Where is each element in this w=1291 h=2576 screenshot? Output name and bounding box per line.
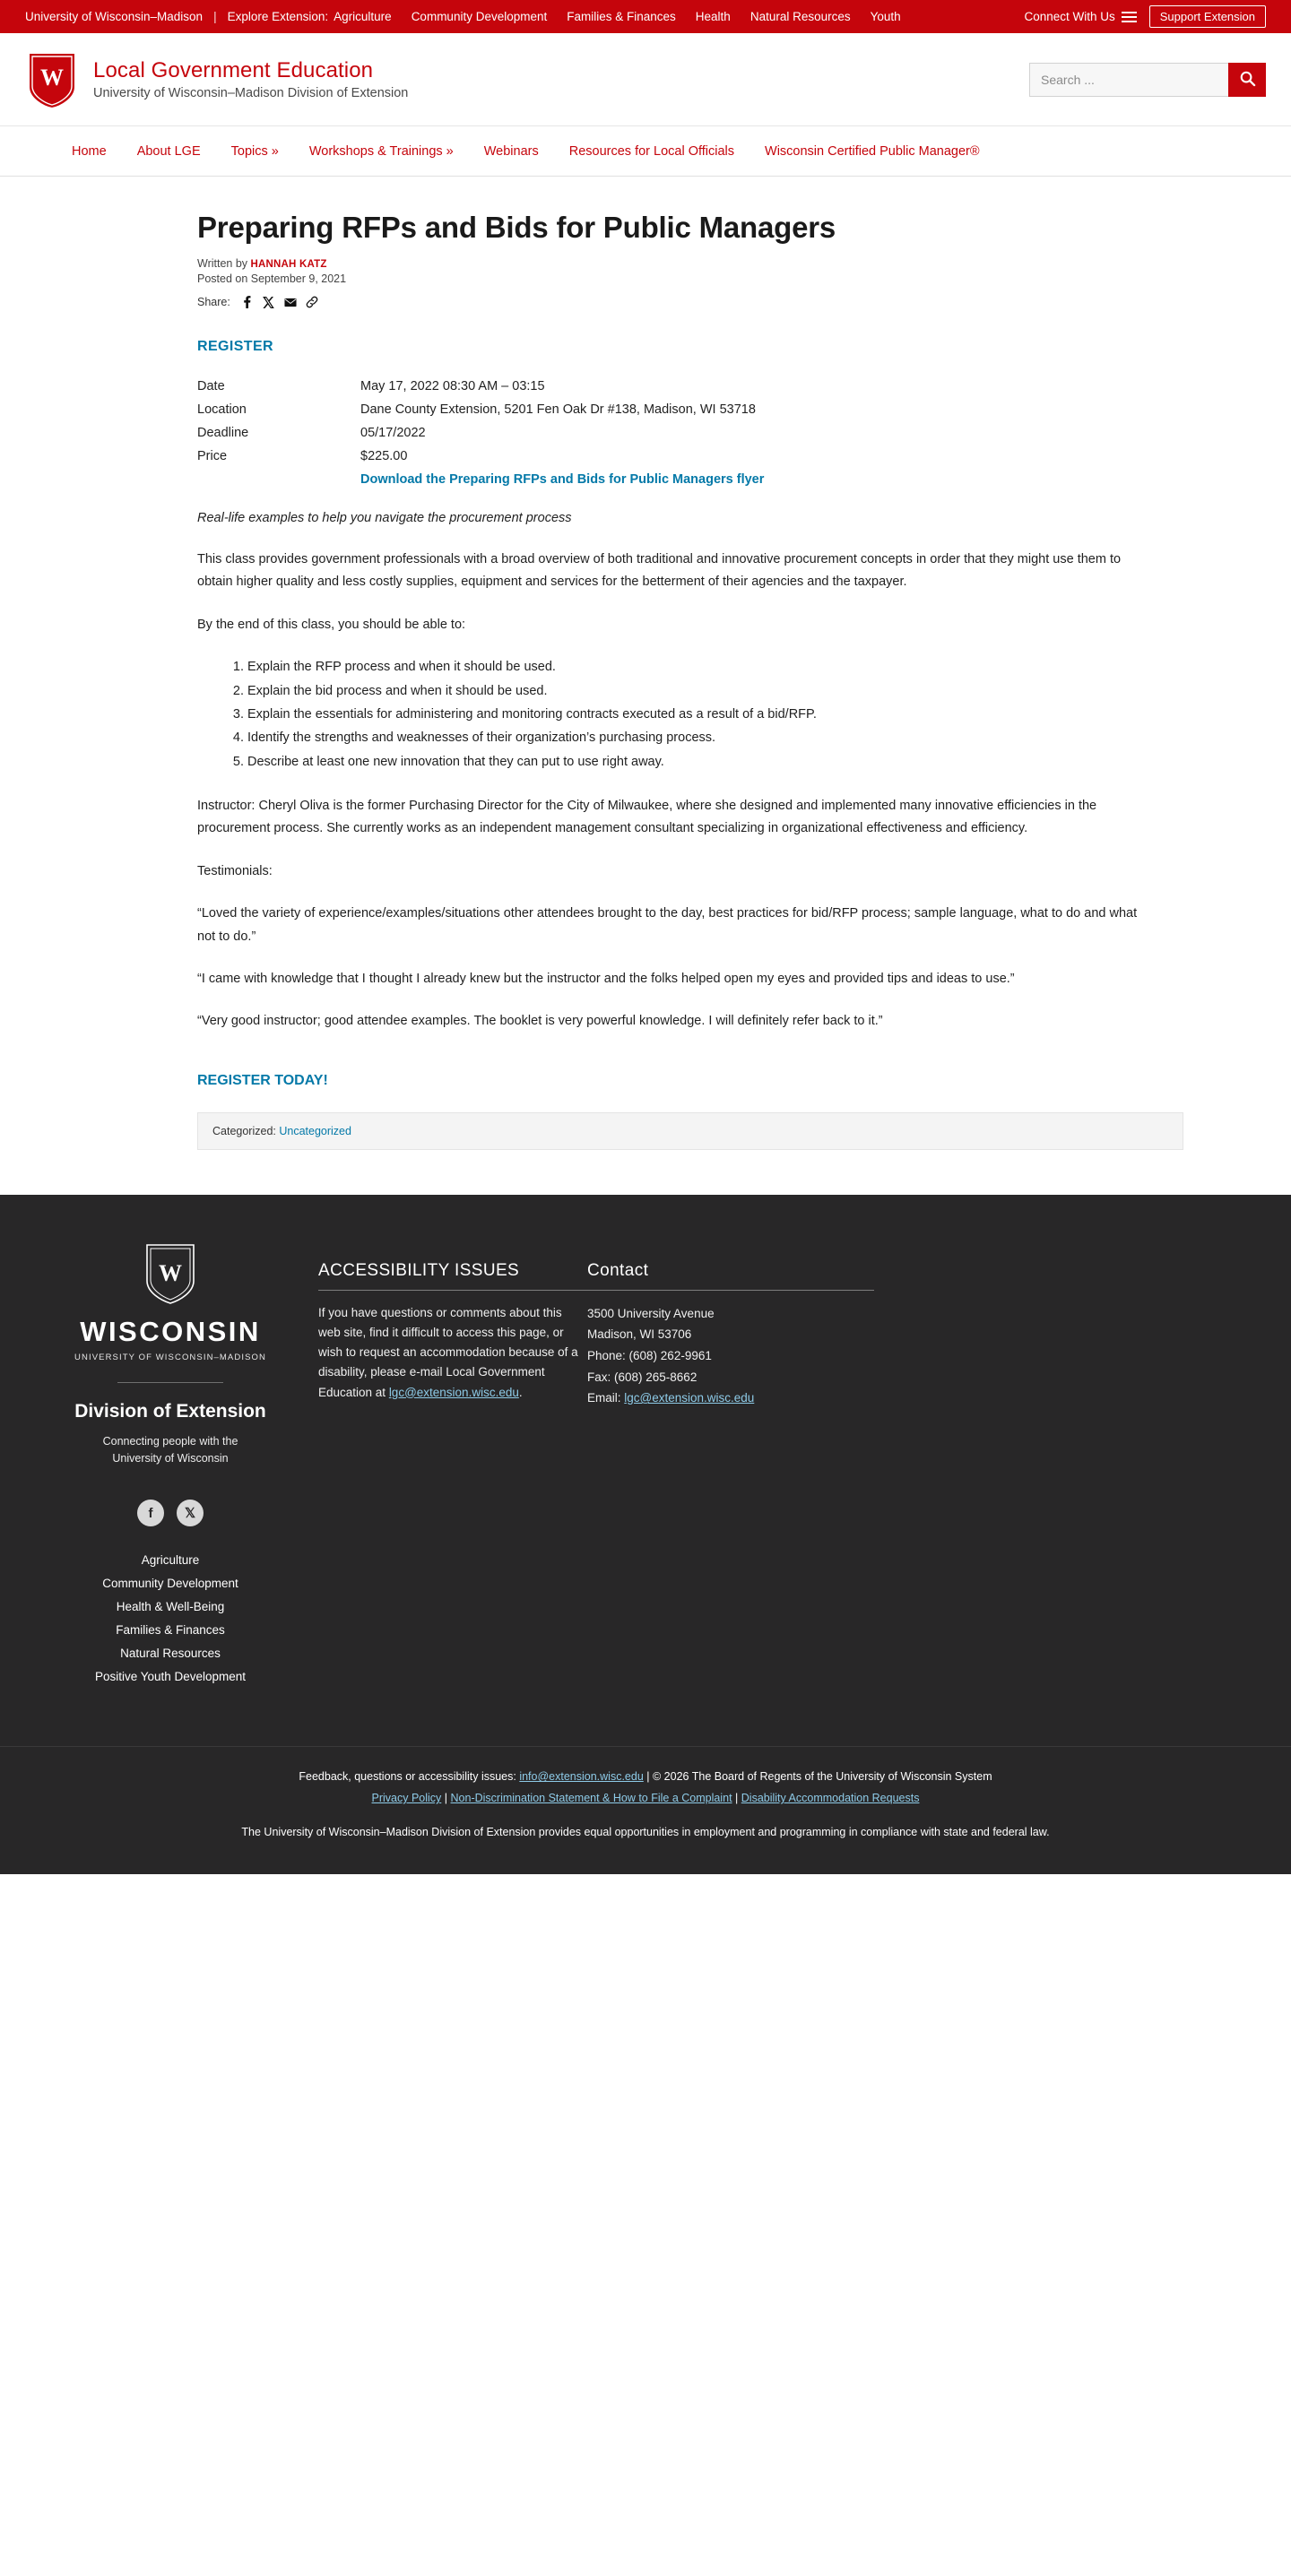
accessibility-divider — [318, 1290, 587, 1291]
brand-subtitle: University of Wisconsin–Madison Division of Extension — [93, 86, 409, 101]
event-details-table — [197, 375, 764, 491]
nav-item-topics[interactable]: Topics » — [230, 143, 279, 159]
copyright-text: | © 2026 The Board of Regents of the University of Wisconsin System — [646, 1770, 992, 1784]
facebook-icon[interactable]: f — [137, 1500, 164, 1526]
footer-link-families-finances[interactable]: Families & Finances — [116, 1623, 225, 1638]
site-footer — [0, 1195, 1291, 1874]
x-twitter-icon[interactable]: 𝕏 — [177, 1500, 204, 1526]
article-paragraph-2: By the end of this class, you should be able to: — [197, 617, 466, 632]
detail-value-price: $225.00 — [360, 449, 408, 463]
share-row — [197, 296, 1139, 308]
policy-separator-1: | — [444, 1792, 448, 1805]
categorized-label: Categorized: — [212, 1124, 276, 1137]
detail-value-deadline: 05/17/2022 — [360, 426, 426, 440]
share-label: Share: — [197, 296, 230, 308]
contact-divider — [587, 1290, 874, 1291]
byline — [197, 257, 1139, 270]
nav-item-webinars[interactable]: Webinars — [483, 143, 539, 159]
nav-item-workshops-trainings[interactable]: Workshops & Trainings » — [308, 143, 454, 159]
list-item: 5. Describe at least one new innovation that they can put to use right away. — [247, 751, 1139, 774]
footer-link-natural-resources[interactable]: Natural Resources — [120, 1647, 221, 1661]
footer-feedback-row — [0, 1767, 1291, 1788]
feedback-email-link[interactable]: info@extension.wisc.edu — [519, 1770, 644, 1784]
posted-date: Posted on September 9, 2021 — [197, 272, 347, 285]
uw-madison-link[interactable]: University of Wisconsin–Madison — [25, 10, 204, 23]
learning-outcomes-list — [197, 656, 1139, 774]
footer-link-community-development[interactable]: Community Development — [102, 1577, 238, 1591]
accessibility-email-link[interactable]: lgc@extension.wisc.edu — [388, 1385, 519, 1399]
footer-link-positive-youth-development[interactable]: Positive Youth Development — [94, 1670, 247, 1684]
search-icon — [1239, 70, 1256, 90]
article-tagline: Real-life examples to help you navigate the procurement process — [197, 511, 572, 525]
footer-tagline — [22, 1433, 318, 1468]
footer-link-health-well-being[interactable]: Health & Well-Being — [116, 1600, 225, 1614]
disability-accommodation-link[interactable]: Disability Accommodation Requests — [741, 1792, 920, 1805]
privacy-policy-link[interactable]: Privacy Policy — [371, 1792, 442, 1805]
connect-with-us-label: Connect With Us — [1024, 10, 1115, 23]
explore-link-health[interactable]: Health — [695, 10, 731, 23]
table-row — [197, 445, 764, 468]
email-icon[interactable] — [284, 298, 297, 307]
accessibility-text-part1: If you have questions or comments about this web site, find it difficult to access this page, or wish to request an accommodation because of a disability, please e-mail Local Government Education at — [318, 1305, 578, 1399]
contact-phone: Phone: (608) 262-9961 — [587, 1348, 712, 1362]
explore-extension-label: Explore Extension: — [227, 10, 329, 23]
contact-email-label: Email: — [587, 1391, 625, 1405]
utility-divider: | — [213, 10, 217, 23]
contact-heading: Contact — [587, 1260, 649, 1280]
connect-with-us-button[interactable] — [1024, 10, 1136, 23]
accessibility-heading: ACCESSIBILITY ISSUES — [318, 1260, 520, 1280]
link-icon[interactable] — [306, 296, 318, 308]
social-links — [22, 1500, 318, 1526]
register-link[interactable]: REGISTER — [197, 339, 273, 354]
wisconsin-wordmark: WISCONSIN — [80, 1315, 261, 1347]
article-content — [0, 177, 1291, 1195]
brand-block — [93, 58, 408, 101]
article-paragraph-1: This class provides government professionals with a broad overview of both traditional and innovative procurement concepts in order that they might use them to obtain higher quality and less costly supplies, equipment and services for the betterment of their agencies and the taxpayer. — [197, 552, 1122, 590]
non-discrimination-link[interactable]: Non-Discrimination Statement & How to File a Complaint — [450, 1792, 732, 1805]
category-link-uncategorized[interactable]: Uncategorized — [279, 1124, 351, 1137]
site-header — [0, 33, 1291, 126]
feedback-label: Feedback, questions or accessibility issues: — [299, 1770, 520, 1784]
contact-fax: Fax: (608) 265-8662 — [587, 1370, 697, 1384]
x-twitter-icon[interactable] — [263, 297, 275, 308]
utility-bar — [0, 0, 1291, 33]
support-extension-button[interactable]: Support Extension — [1149, 5, 1266, 28]
search-button[interactable] — [1228, 63, 1266, 97]
page-title: Preparing RFPs and Bids for Public Managers — [197, 211, 836, 244]
table-row — [197, 375, 764, 398]
uw-crest-logo[interactable] — [25, 51, 79, 108]
categorized-box — [197, 1112, 1183, 1150]
detail-key-price: Price — [197, 449, 228, 463]
testimonial-1: “Loved the variety of experience/examples/situations other attendees brought to the day, best practices for bid/RFP process; sample language, what to do and what not to do.” — [197, 906, 1138, 944]
explore-link-youth[interactable]: Youth — [870, 10, 901, 23]
search-form — [1029, 63, 1266, 97]
testimonial-3: “Very good instructor; good attendee examples. The booklet is very powerful knowledge. I will definitely refer back to it.” — [197, 1014, 883, 1029]
detail-key-empty — [197, 468, 360, 491]
table-row — [197, 398, 764, 421]
list-item: 2. Explain the bid process and when it should be used. — [247, 680, 1139, 703]
main-navigation — [0, 126, 1291, 177]
footer-policy-links — [0, 1788, 1291, 1810]
contact-address-line-1: 3500 University Avenue — [587, 1306, 715, 1320]
footer-topic-links — [22, 1553, 318, 1683]
explore-link-agriculture[interactable]: Agriculture — [334, 10, 392, 23]
detail-key-date: Date — [197, 379, 225, 393]
policy-separator-2: | — [735, 1792, 739, 1805]
written-by-label: Written by — [197, 257, 248, 270]
flyer-download-link[interactable]: Download the Preparing RFPs and Bids for Public Managers flyer — [360, 472, 765, 487]
accessibility-text — [318, 1303, 587, 1403]
detail-value-date: May 17, 2022 08:30 AM – 03:15 — [360, 379, 545, 393]
detail-key-location: Location — [197, 402, 247, 417]
explore-links — [334, 10, 901, 23]
footer-divider — [117, 1382, 223, 1383]
accessibility-text-part2: . — [518, 1385, 523, 1399]
nav-item-resources-for-local-officials[interactable]: Resources for Local Officials — [568, 143, 735, 159]
footer-tagline-line2: University of Wisconsin — [112, 1452, 229, 1465]
footer-tagline-line1: Connecting people with the — [102, 1434, 238, 1448]
wisconsin-crest-icon — [22, 1241, 318, 1310]
detail-value-location: Dane County Extension, 5201 Fen Oak Dr #138, Madison, WI 53718 — [360, 402, 756, 417]
footer-accessibility-column — [318, 1238, 587, 1684]
nav-item-wisconsin-certified-public-manager[interactable]: Wisconsin Certified Public Manager® — [765, 143, 980, 159]
svg-text:W: W — [40, 64, 64, 91]
instructor-paragraph: Instructor: Cheryl Oliva is the former Purchasing Director for the City of Milwaukee, where she designed and implemented many innovative efficiencies in the procurement process. She currently works as an independent management consultant specializing in organizational effectiveness and efficiency. — [197, 799, 1097, 836]
table-row — [197, 421, 764, 445]
svg-text:W: W — [159, 1259, 182, 1286]
hamburger-icon — [1122, 12, 1137, 22]
contact-address-line-2: Madison, WI 53706 — [587, 1327, 692, 1342]
list-item: 3. Explain the essentials for administering and monitoring contracts executed as a result of a bid/RFP. — [247, 704, 1139, 726]
explore-link-families-finances[interactable]: Families & Finances — [567, 10, 676, 23]
explore-link-community-development[interactable]: Community Development — [411, 10, 548, 23]
explore-link-natural-resources[interactable]: Natural Resources — [749, 10, 851, 23]
author-link[interactable]: HANNAH KATZ — [250, 259, 327, 270]
detail-key-deadline: Deadline — [197, 426, 249, 440]
testimonials-label: Testimonials: — [197, 863, 273, 878]
list-item: 4. Identify the strengths and weaknesses of their organization’s purchasing process. — [247, 727, 1139, 749]
nav-item-about-lge[interactable]: About LGE — [136, 143, 201, 159]
search-input[interactable] — [1029, 63, 1228, 97]
footer-brand-column — [22, 1238, 318, 1684]
nav-item-home[interactable]: Home — [72, 143, 107, 159]
table-row — [197, 468, 764, 491]
footer-bottom-bar — [0, 1746, 1291, 1873]
division-of-extension-title: Division of Extension — [74, 1400, 266, 1422]
register-today-link[interactable]: REGISTER TODAY! — [197, 1072, 328, 1088]
contact-email-row — [587, 1387, 874, 1409]
footer-contact-column — [587, 1238, 874, 1684]
wisconsin-wordmark-sub: UNIVERSITY OF WISCONSIN–MADISON — [74, 1352, 266, 1362]
list-item: 1. Explain the RFP process and when it should be used. — [247, 656, 1139, 679]
testimonial-2: “I came with knowledge that I thought I already knew but the instructor and the folks helped open my eyes and provided tips and ideas to use.” — [197, 971, 1015, 986]
footer-legal-statement: The University of Wisconsin–Madison Division of Extension provides equal opportunities in employment and programming in compliance with state and federal law. — [241, 1825, 1050, 1838]
contact-email-link[interactable]: lgc@extension.wisc.edu — [624, 1391, 755, 1405]
facebook-icon[interactable] — [241, 296, 254, 308]
brand-title[interactable]: Local Government Education — [93, 57, 374, 82]
footer-link-agriculture[interactable]: Agriculture — [141, 1553, 200, 1568]
